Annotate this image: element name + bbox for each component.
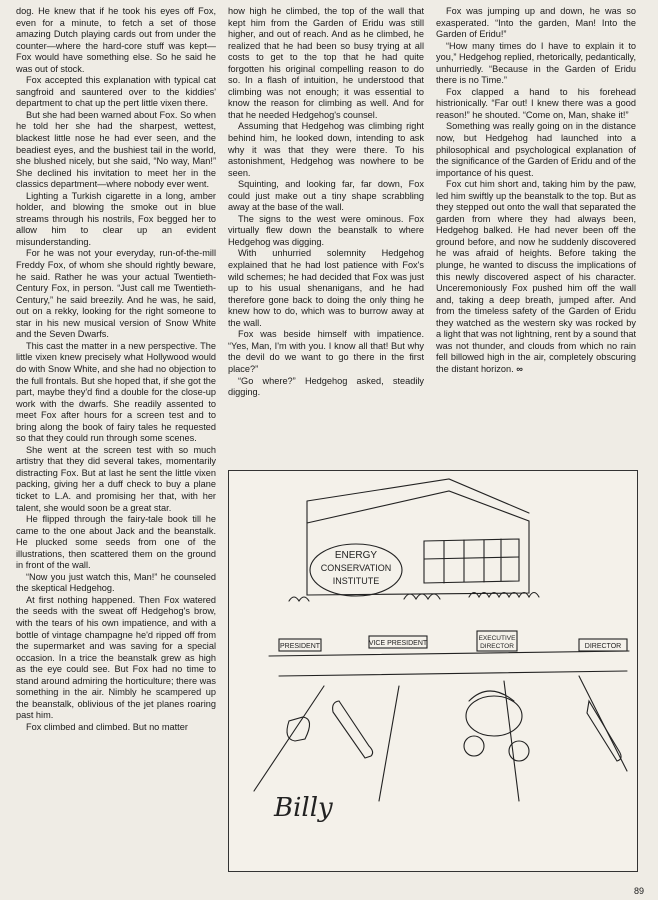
text-column-right (436, 6, 636, 376)
svg-text:EXECUTIVE: EXECUTIVE (478, 635, 516, 642)
svg-text:PRESIDENT: PRESIDENT (279, 643, 321, 650)
paragraph: With unhurried solemnity Hedgehog explained that he had lost patience with Fox's wild schemes; he had decided that Fox was just up to his usual shenanigans, and he had therefore gone back to doing the only thing he knew how to do, which was to burrow away at the wall. (228, 248, 424, 328)
building-roof (307, 479, 529, 523)
cartoon-illustration (228, 470, 638, 872)
parking-sign-executive-director (477, 631, 517, 651)
text-column-left (16, 6, 216, 733)
paragraph: Assuming that Hedgehog was climbing right behind him, he looked down, intending to ask why it was that they were there. To his astonishment, Hedgehog was nowhere to be seen. (228, 121, 424, 178)
paragraph: how high he climbed, the top of the wall that kept him from the Garden of Eridu was still higher, and out of reach. And as he climbed, he realized that he had been so busy trying at all costs to get to the top that he had quite forgotten his original compelling reason to do so. In a flash of intuition, he understood that climbing was not enough; it was essential to know the reason for climbing as well. And for that he needed Hedgehog's counsel. (228, 6, 424, 120)
paragraph: Fox climbed and climbed. But no matter (26, 721, 188, 732)
paragraph: He flipped through the fairy-tale book till he came to the one about Jack and the beanstalk. He plucked some seeds from one of the illustrations, then scattered them on the ground in front of the wall. (16, 514, 216, 571)
svg-text:DIRECTOR: DIRECTOR (584, 643, 622, 650)
cartoon-drawing (229, 471, 637, 871)
skateboard-2 (333, 701, 373, 758)
parking-sign-director (579, 639, 627, 651)
sign-line-1: ENERGY (334, 550, 378, 561)
paragraph: “Go where?” Hedgehog asked, steadily digging. (228, 375, 424, 398)
end-of-article-mark: ∞ (516, 363, 522, 374)
parking-dividers (254, 676, 627, 801)
sign-line-2: CONSERVATION (320, 563, 392, 573)
parking-sign-vice-president (369, 636, 428, 648)
paragraph: Fox was beside himself with impatience. “Yes, Man, I'm with you. I know all that! But why the devil do we want to go there in the first place?” (228, 329, 424, 374)
paragraph: Fox was jumping up and down, he was so exasperated. “Into the garden, Man! Into the Garden of Eridu!” (436, 6, 636, 40)
parking-sign-president (279, 639, 321, 651)
paragraph: At first nothing happened. Then Fox watered the seeds with the sweat off Hedgehog's brow, with the tears of his own impatience, and with a bottle of vintage champagne he'd ripped off from the supermarket and was saving for a special occasion. In a trice the beanstalk grew as high as the eye could see. But Fox had no time to stand around admiring the horticulture; there was something in the air. Nimbly he scampered up the beanstalk, oblivious of the jet planes roaring past him. (16, 594, 216, 721)
building-windows (424, 539, 519, 583)
paragraph: This cast the matter in a new perspective. The little vixen knew precisely what Hollywood would do with Snow White, and she had no objection to the full frontals. But she hoped that, if she got the part, maybe they'd find a double for the close-up work with the dwarfs. She readily assented to meet Fox after hours for a screen test and to bring along the book of fairy tales he requested so that they could run through some scenes. (16, 340, 216, 444)
paragraph: dog. He knew that if he took his eyes off Fox, even for a minute, to fetch a set of those amazing Dutch playing cards out from under the counter—where the hard-core stuff was kept—Fox would have something else. So he said he was out of stock. (16, 6, 216, 74)
svg-text:DIRECTOR: DIRECTOR (480, 643, 514, 650)
page-number: 89 (633, 886, 644, 896)
paragraph: But she had been warned about Fox. So when he told her she had the sharpest, wettest, blackest little nose he had ever seen, and the beadiest eyes, and the bushiest tail in the world, she blushed nicely, but she said, “No way, Man!” She declined his invitation to meet her in the classics department—where nobody ever went. (16, 109, 216, 190)
svg-text:VICE PRESIDENT: VICE PRESIDENT (368, 640, 428, 647)
text-column-middle (228, 6, 424, 399)
curb-line (269, 651, 629, 656)
paragraph: She went at the screen test with so much artistry that they did several takes, momentarily distracting Fox. But at last he sent the little vixen packing, giving her a duff check to buy a plane ticket to L.A. and promising her that, with her talent, she would soon be a great star. (16, 444, 216, 513)
paragraph: Fox accepted this explanation with typical cat sangfroid and sauntered over to the kiddies' department to chat up the pert little vixen there. (16, 75, 216, 109)
road-line (279, 671, 627, 676)
artist-signature: Billy (274, 793, 333, 823)
paragraph: Lighting a Turkish cigarette in a long, amber holder, and blowing the smoke out in blue streams through his nostrils, Fox begged her to allow him to clear up an evident misunderstanding. (16, 190, 216, 247)
paragraph: Squinting, and looking far, far down, Fox could just make out a tiny shape scrabbling away at the base of the wall. (228, 179, 424, 213)
sign-line-3: INSTITUTE (332, 576, 380, 586)
executive-vehicle (464, 691, 529, 761)
paragraph: Something was really going on in the distance now, but Hedgehog had launched into a philosophical and psychological explanation of the significance of the Garden of Eridu and of the importance of his quest. (436, 121, 636, 178)
paragraph: The signs to the west were ominous. Fox virtually flew down the beanstalk to where Hedgehog was digging. (228, 213, 424, 247)
paragraph: Fox cut him short and, taking him by the paw, led him swiftly up the beanstalk to the top. But as they stepped out onto the wall that separated the garden from where they had always been, Hedgehog balked. He had never been off the ground before, and now he suddenly discovered he was afraid of heights. Before taking the plunge, he wanted to discuss the implications of this newly discovered aspect of his character. Unceremoniously Fox pushed him off the wall and, taking a deep breath, jumped after. And from the timeless safety of the Garden of Eridu they watched as the western sky was rocked by a light that was not lightning, rent by a sound that was not thunder, and clouds from which no rain fell billowed high in the air, completely obscuring the distant horizon. ∞ (436, 179, 636, 374)
paragraph: For he was not your everyday, run-of-the-mill Freddy Fox, of whom she should rightly beware, he said. Rather he was your actual Twentieth-Century Fox, in person. “Just call me Twentieth-Century,” he said breezily. And he was, he said, out on a rekky, looking for the right someone to star in his new musical version of Snow White and the Seven Dwarfs. (16, 248, 216, 340)
paragraph: “How many times do I have to explain it to you,” Hedgehog replied, rhetorically, pedantically, unhurriedly. “Because in the Garden of Eridu there is no Time.” (436, 40, 636, 86)
skateboard-3 (587, 701, 621, 761)
paragraph: “Now you just watch this, Man!” he counseled the skeptical Hedgehog. (16, 571, 216, 594)
paragraph: Fox clapped a hand to his forehead histrionically. “Far out! I knew there was a good reason!” he shouted. “Come on, Man, shake it!” (436, 86, 636, 120)
